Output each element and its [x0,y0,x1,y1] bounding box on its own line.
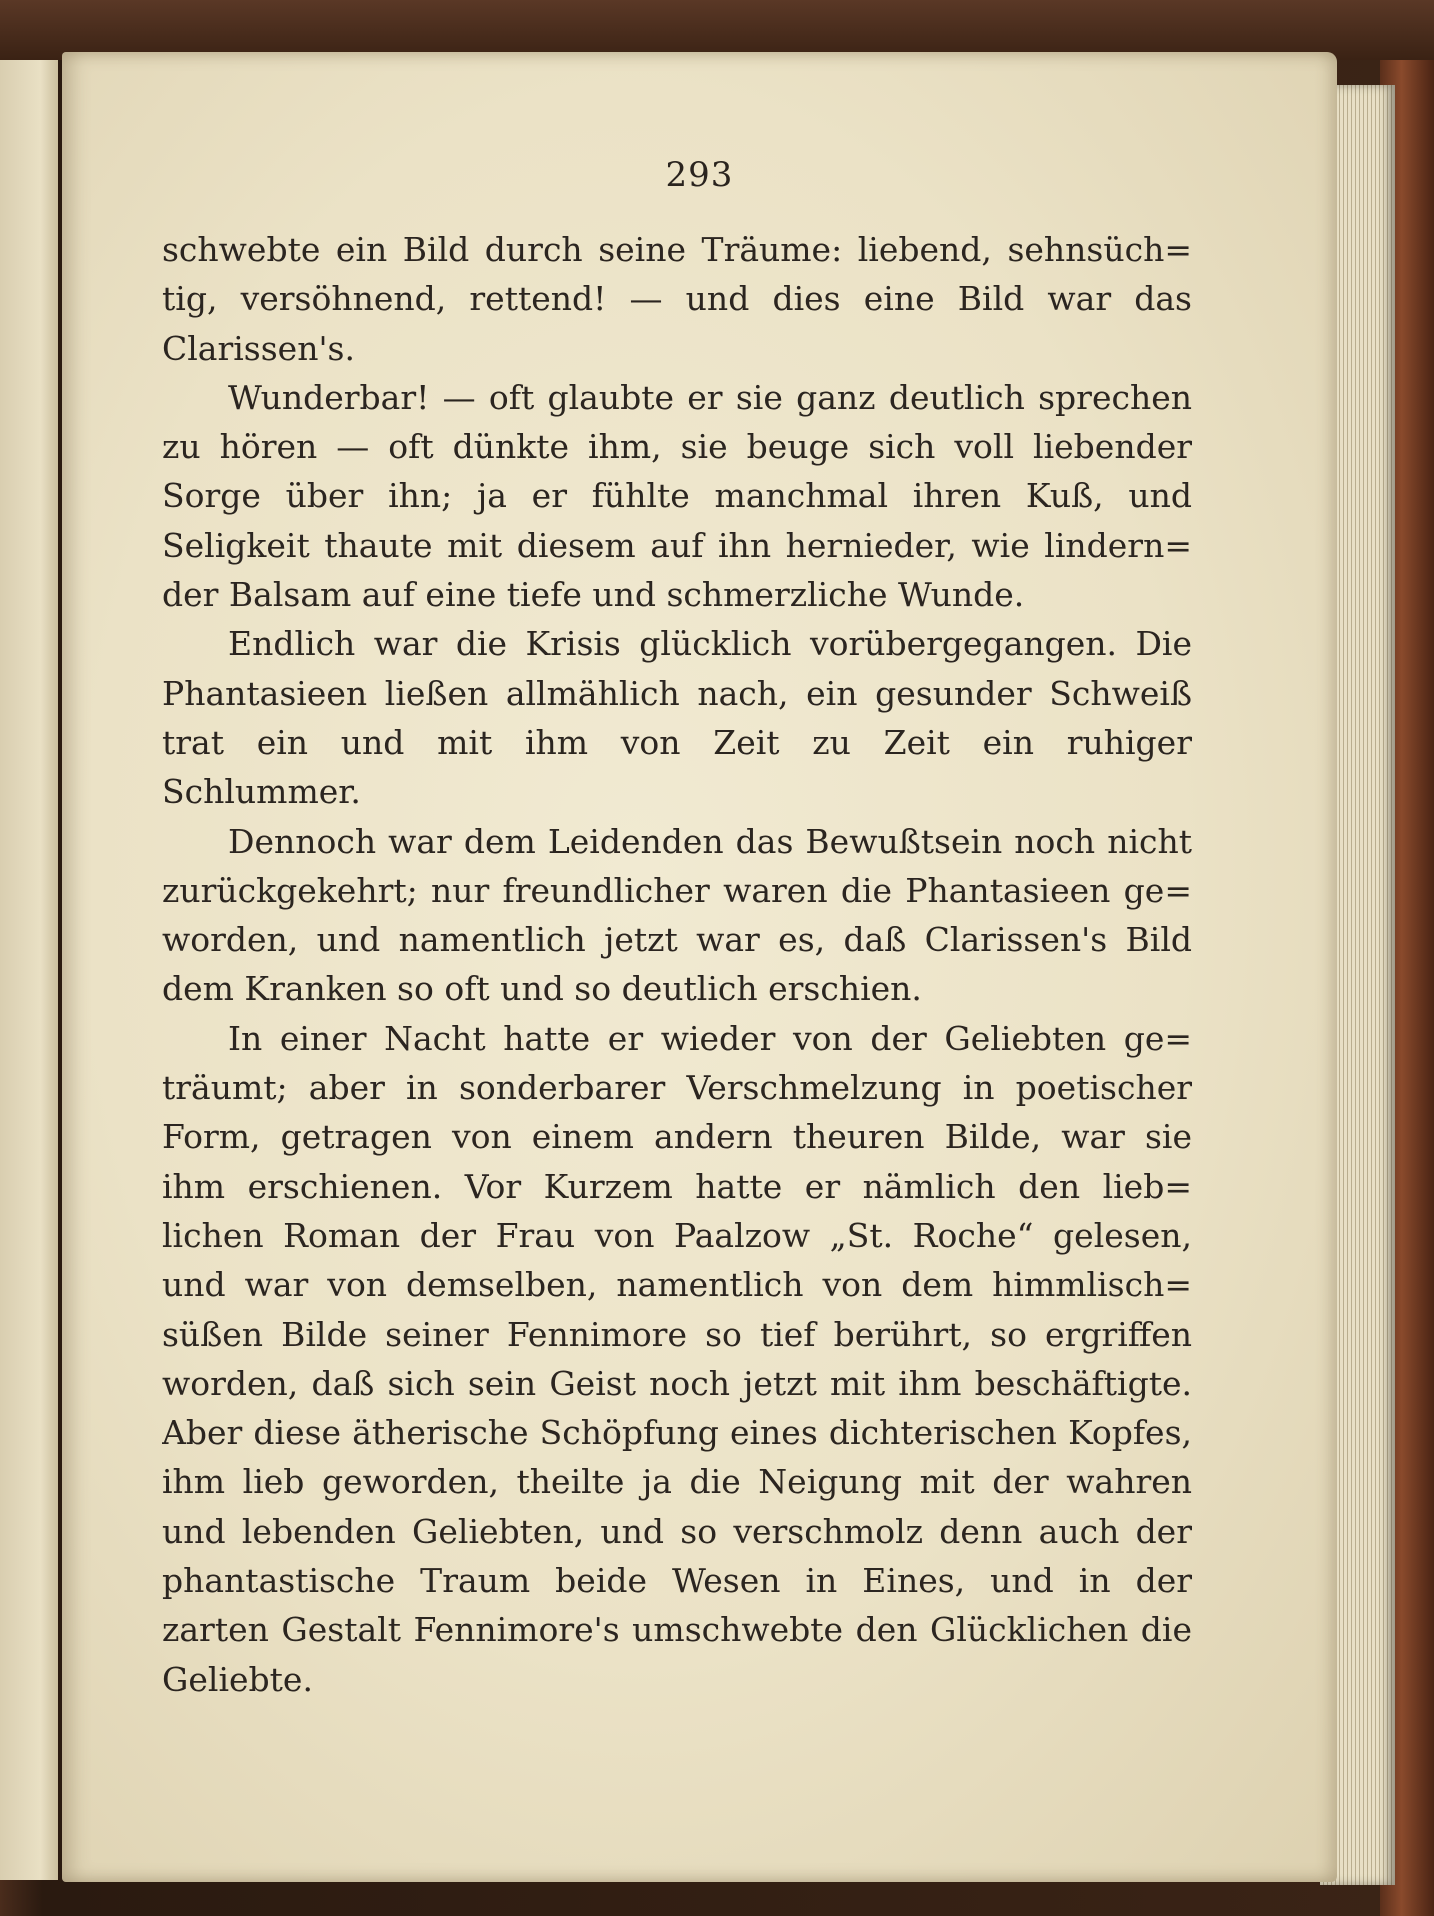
text-line: Phantasieen ließen allmählich nach, ein gesunder Schweiß [162,673,1192,713]
text-line: Sorge über ihn; ja er fühlte manchmal ihren Kuß, und [162,476,1192,516]
text-line: süßen Bilde seiner Fennimore so tief berührt, so ergriffen [162,1314,1192,1354]
book-page [62,52,1337,1882]
text-line: zurückgekehrt; nur freundlicher waren die Phantasieen ge= [162,870,1192,910]
text-line: und lebenden Geliebten, und so verschmolz denn auch der [162,1511,1192,1551]
text-line: phantastische Traum beide Wesen in Eines, und in der [162,1561,1192,1601]
text-line: lichen Roman der Frau von Paalzow „St. Roche“ gelesen, [162,1215,1192,1255]
text-line: Form, getragen von einem andern theuren Bilde, war sie [162,1117,1192,1157]
text-line: Aber diese ätherische Schöpfung eines dichterischen Kopfes, [162,1413,1192,1453]
text-line: Seligkeit thaute mit diesem auf ihn hernieder, wie lindern= [162,525,1192,565]
text-line: und war von demselben, namentlich von dem himmlisch= [162,1265,1192,1305]
text-line: dem Kranken so oft und so deutlich erschien. [162,969,922,1009]
text-line: trat ein und mit ihm von Zeit zu Zeit ein ruhiger [162,722,1192,762]
text-line: worden, und namentlich jetzt war es, daß Clarissen's Bild [162,920,1192,960]
text-line: worden, daß sich sein Geist noch jetzt mit ihm beschäftigte. [162,1363,1192,1403]
book-cover-top [0,0,1434,60]
text-line: zu hören — oft dünkte ihm, sie beuge sich voll liebender [162,427,1192,467]
text-line: ihm erschienen. Vor Kurzem hatte er nämlich den lieb= [162,1166,1192,1206]
facing-page-edge [0,60,60,1880]
text-line: Wunderbar! — oft glaubte er sie ganz deutlich sprechen [228,377,1192,417]
text-line: Geliebte. [162,1659,313,1699]
text-line: schwebte ein Bild durch seine Träume: liebend, sehnsüch= [162,230,1192,269]
text-line: In einer Nacht hatte er wieder von der Geliebten ge= [228,1018,1192,1058]
text-line: Endlich war die Krisis glücklich vorübergegangen. Die [228,624,1192,664]
text-line: ihm lieb geworden, theilte ja die Neigung mit der wahren [162,1462,1192,1502]
text-line: tig, versöhnend, rettend! — und dies eine Bild war das [162,279,1192,319]
text-line: der Balsam auf eine tiefe und schmerzliche Wunde. [162,575,1025,615]
text-line: Dennoch war dem Leidenden das Bewußtsein noch nicht [228,821,1192,861]
page-body-text [162,225,1192,1704]
text-line: Clarissen's. [162,328,355,368]
page-number: 293 [665,155,734,195]
text-line: träumt; aber in sonderbarer Verschmelzung in poetischer [162,1068,1192,1108]
text-line: Schlummer. [162,772,361,812]
text-line: zarten Gestalt Fennimore's umschwebte den Glücklichen die [162,1610,1192,1650]
